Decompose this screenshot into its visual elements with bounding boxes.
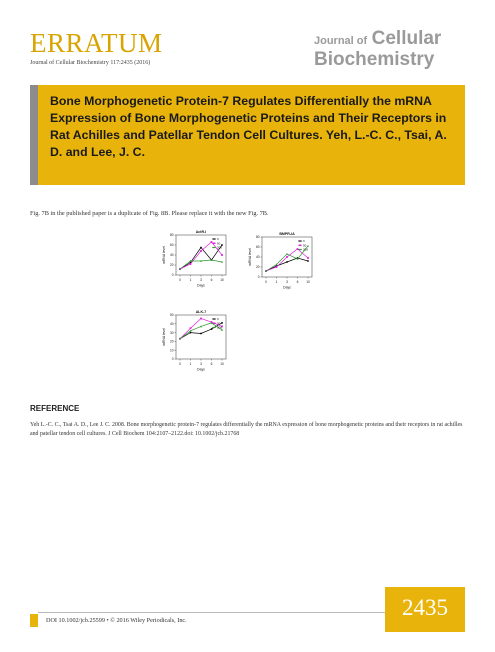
legend-marker bbox=[213, 238, 215, 240]
y-tick-label: 0 bbox=[257, 275, 260, 280]
x-tick-label: 6 bbox=[210, 278, 213, 282]
legend-marker bbox=[299, 244, 301, 246]
x-tick-label: 3 bbox=[200, 362, 202, 366]
page-number: 2435 bbox=[402, 595, 448, 620]
title-box bbox=[30, 85, 465, 185]
legend-label: 0 bbox=[303, 239, 305, 244]
article-title: Bone Morphogenetic Protein-7 Regulates Differentially the mRNA Expression of Bone Morphogenetic Proteins and Their Receptors in Rat Achilles and Patellar Tendon Cell Cultures. Yeh, L.-C. C., Tsai, A. D. and Lee, J. C. bbox=[50, 94, 447, 159]
y-tick-label: 80 bbox=[255, 235, 260, 240]
chart-alk-7 bbox=[158, 305, 258, 392]
data-point bbox=[221, 254, 223, 256]
y-axis-label: mRNA level bbox=[162, 246, 166, 264]
x-tick-label: 0 bbox=[179, 362, 181, 366]
x-axis-label: Days bbox=[197, 367, 205, 372]
y-tick-label: 50 bbox=[169, 313, 174, 318]
legend-marker bbox=[213, 318, 215, 320]
data-point bbox=[286, 256, 288, 258]
chart-title: BMPR-IA bbox=[279, 232, 295, 236]
journal-logo-cellular: Cellular bbox=[371, 28, 442, 49]
series-line bbox=[266, 258, 308, 271]
page-number-box bbox=[385, 587, 465, 632]
y-tick-label: 80 bbox=[169, 233, 174, 238]
data-point bbox=[307, 257, 309, 259]
y-tick-label: 20 bbox=[169, 263, 174, 268]
journal-logo bbox=[314, 30, 464, 70]
y-tick-label: 30 bbox=[169, 330, 174, 335]
data-point bbox=[190, 327, 192, 329]
footer-rule bbox=[38, 612, 385, 613]
reference-heading: REFERENCE bbox=[30, 404, 80, 413]
data-point bbox=[200, 250, 202, 252]
y-tick-label: 0 bbox=[171, 273, 174, 278]
x-tick-label: 6 bbox=[210, 362, 213, 366]
x-tick-label: 1 bbox=[275, 280, 278, 284]
erratum-note: Fig. 7B in the published paper is a duplicate of Fig. 8B. Please replace it with the new Fig. 7B. bbox=[30, 210, 269, 217]
y-axis-label: mRNA level bbox=[162, 328, 166, 346]
footer-accent bbox=[30, 614, 38, 627]
y-tick-label: 60 bbox=[169, 243, 174, 248]
data-point bbox=[190, 332, 192, 334]
x-tick-label: 1 bbox=[189, 278, 192, 282]
y-tick-label: 10 bbox=[169, 348, 174, 353]
x-tick-label: 10 bbox=[220, 278, 224, 282]
data-point bbox=[221, 322, 223, 324]
title-accent-bar bbox=[30, 85, 38, 185]
legend-marker bbox=[213, 322, 215, 324]
x-tick-label: 3 bbox=[200, 278, 202, 282]
x-tick-label: 3 bbox=[286, 280, 288, 284]
data-point bbox=[190, 263, 192, 265]
y-tick-label: 40 bbox=[255, 255, 260, 260]
y-axis-label: mRNA level bbox=[248, 248, 252, 266]
journal-citation: Journal of Cellular Biochemistry 117:2435 (2016) bbox=[30, 60, 151, 66]
erratum-word: ERRATUM bbox=[30, 28, 163, 58]
legend-label: 200 bbox=[303, 247, 309, 252]
chart-title: ALK-7 bbox=[195, 310, 207, 314]
journal-logo-biochemistry: Biochemistry bbox=[314, 49, 435, 70]
series-line bbox=[180, 323, 222, 339]
data-point bbox=[211, 241, 213, 243]
legend-label: 50 bbox=[303, 243, 307, 248]
chart-title: ActR-I bbox=[195, 230, 207, 234]
series-line bbox=[180, 319, 222, 339]
legend-label: 200 bbox=[217, 245, 223, 250]
legend-label: 0 bbox=[217, 317, 219, 322]
x-tick-label: 0 bbox=[265, 280, 267, 284]
data-point bbox=[286, 261, 288, 263]
series-line bbox=[180, 245, 222, 269]
chart-bmpr-ia-svg bbox=[242, 228, 342, 306]
x-tick-label: 10 bbox=[220, 362, 224, 366]
x-axis-label: Days bbox=[283, 285, 291, 290]
chart-alk-7-svg bbox=[158, 305, 258, 387]
x-tick-label: 0 bbox=[179, 278, 181, 282]
legend-label: 50 bbox=[217, 321, 221, 326]
y-tick-label: 60 bbox=[255, 245, 260, 250]
data-point bbox=[211, 328, 213, 330]
data-point bbox=[200, 247, 202, 249]
footer-doi: DOI 10.1002/jcb.25599 • © 2016 Wiley Periodicals, Inc. bbox=[46, 617, 187, 624]
data-point bbox=[307, 260, 309, 262]
legend-marker bbox=[213, 242, 215, 244]
y-tick-label: 0 bbox=[171, 357, 174, 362]
data-point bbox=[286, 253, 288, 255]
data-point bbox=[276, 266, 278, 268]
y-tick-label: 20 bbox=[169, 339, 174, 344]
y-tick-label: 40 bbox=[169, 253, 174, 258]
legend-label: 50 bbox=[217, 241, 221, 246]
y-tick-label: 20 bbox=[255, 265, 260, 270]
reference-text: Yeh L.-C. C., Tsai A. D., Lee J. C. 2008. Bone morphogenetic protein-7 regulates differentially the mRNA expression of bone morphogenetic proteins and their receptors in rat achilles and patellar tendon cell cultures. J Cell Biochem 104:2107–2122.doi: 10.1002/jcb.21768 bbox=[30, 422, 463, 437]
journal-logo-of: Journal of bbox=[314, 35, 368, 47]
x-axis-label: Days bbox=[197, 283, 205, 288]
x-tick-label: 6 bbox=[296, 280, 299, 284]
chart-bmpr-ia bbox=[242, 228, 342, 311]
y-tick-label: 40 bbox=[169, 322, 174, 326]
data-point bbox=[200, 318, 202, 320]
data-point bbox=[307, 245, 309, 247]
series-line bbox=[180, 323, 222, 339]
legend-label: 0 bbox=[217, 237, 219, 242]
legend-marker bbox=[299, 240, 301, 242]
legend-label: 200 bbox=[217, 325, 223, 330]
x-tick-label: 1 bbox=[189, 362, 192, 366]
data-point bbox=[200, 333, 202, 335]
erratum-header bbox=[30, 30, 163, 66]
x-tick-label: 10 bbox=[306, 280, 310, 284]
